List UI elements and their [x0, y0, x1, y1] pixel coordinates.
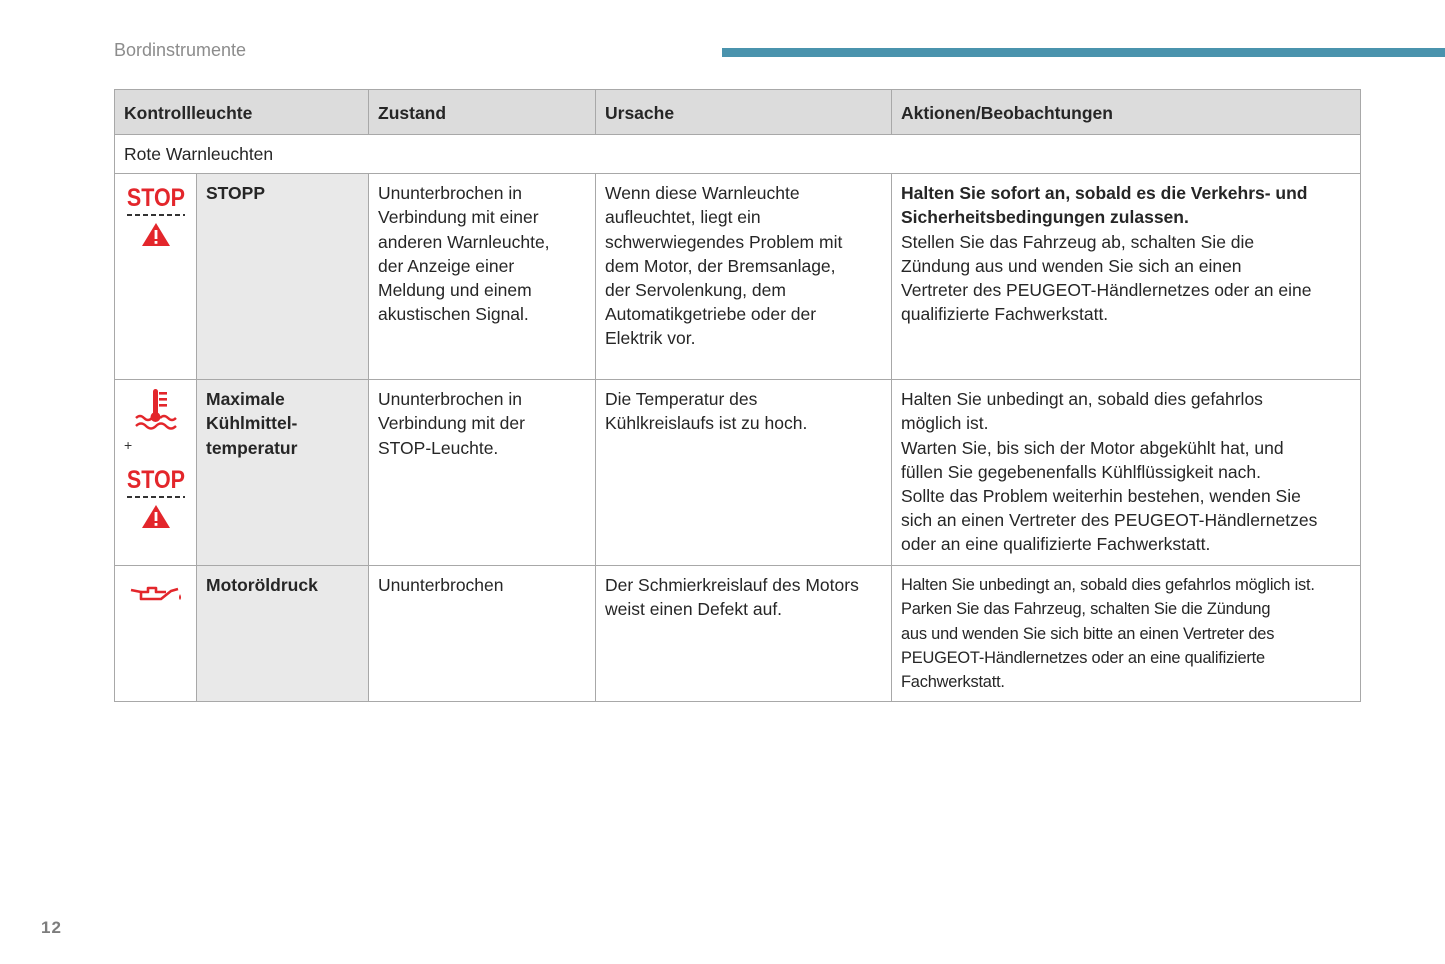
light-name: Motoröldruck — [197, 566, 369, 702]
table-row — [115, 566, 1361, 702]
group-row — [115, 135, 1361, 174]
action-cell: Halten Sie unbedingt an, sobald dies gefahrlos möglich ist. Parken Sie das Fahrzeug, schalten Sie die Zündung aus und wenden Sie sich bitte an einen Vertreter des PEUGEOT-Händlernetzes oder an eine qualifizierte Fachwerkstatt. — [892, 566, 1361, 702]
state-cell: Ununterbrochen in Verbindung mit einer anderen Warnleuchte, der Anzeige einer Meldung und einem akustischen Signal. — [369, 174, 596, 380]
header-accent-bar — [722, 48, 1445, 57]
light-name: STOPP — [197, 174, 369, 380]
page-number: 12 — [41, 918, 62, 937]
cause-cell: Der Schmierkreislauf des Motors weist einen Defekt auf. — [596, 566, 892, 702]
icon-cell — [115, 566, 197, 702]
group-label: Rote Warnleuchten — [115, 135, 1361, 174]
warning-lights-table — [114, 89, 1361, 702]
stop-icon-text: STOP — [126, 183, 185, 212]
state-cell: Ununterbrochen in Verbindung mit der STOP-Leuchte. — [369, 380, 596, 566]
stop-warning-icon — [125, 463, 187, 531]
column-header-ursache: Ursache — [596, 90, 892, 135]
table-row — [115, 380, 1361, 566]
icon-cell — [115, 174, 197, 380]
action-cell: Halten Sie unbedingt an, sobald dies gefahrlos möglich ist. Warten Sie, bis sich der Motor abgekühlt hat, und füllen Sie gegebenenfalls Kühlflüssigkeit nach. Sollte das Problem weiterhin bestehen, wenden Sie sich an einen Vertreter des PEUGEOT-Händlernetzes oder an eine qualifizierte Fachwerkstatt. — [892, 380, 1361, 566]
stop-icon-text: STOP — [126, 465, 185, 494]
cause-cell: Wenn diese Warnleuchte aufleuchtet, liegt ein schwerwiegendes Problem mit dem Motor, der Bremsanlage, der Servolenkung, dem Automatikgetriebe oder der Elektrik vor. — [596, 174, 892, 380]
column-header-aktionen: Aktionen/Beobachtungen — [892, 90, 1361, 135]
action-cell: Halten Sie sofort an, sobald es die Verkehrs- und Sicherheitsbedingungen zulassen. Stellen Sie das Fahrzeug ab, schalten Sie die Zündung aus und wenden Sie sich an einen Vertreter des PEUGEOT-Händlernetzes oder an eine qualifizierte Fachwerkstatt. — [892, 174, 1361, 380]
stop-warning-icon — [125, 181, 187, 249]
table-row — [115, 174, 1361, 380]
oil-pressure-icon — [128, 582, 184, 608]
column-header-zustand: Zustand — [369, 90, 596, 135]
light-name: Maximale Kühlmittel- temperatur — [197, 380, 369, 566]
cause-cell: Die Temperatur des Kühlkreislaufs ist zu hoch. — [596, 380, 892, 566]
table-header-row — [115, 90, 1361, 135]
state-cell: Ununterbrochen — [369, 566, 596, 702]
icon-cell — [115, 380, 197, 566]
coolant-temperature-icon — [130, 387, 182, 431]
column-header-kontrollleuchte: Kontrollleuchte — [115, 90, 369, 135]
section-title: Bordinstrumente — [114, 40, 247, 60]
icon-plus-sign: + — [124, 437, 133, 454]
